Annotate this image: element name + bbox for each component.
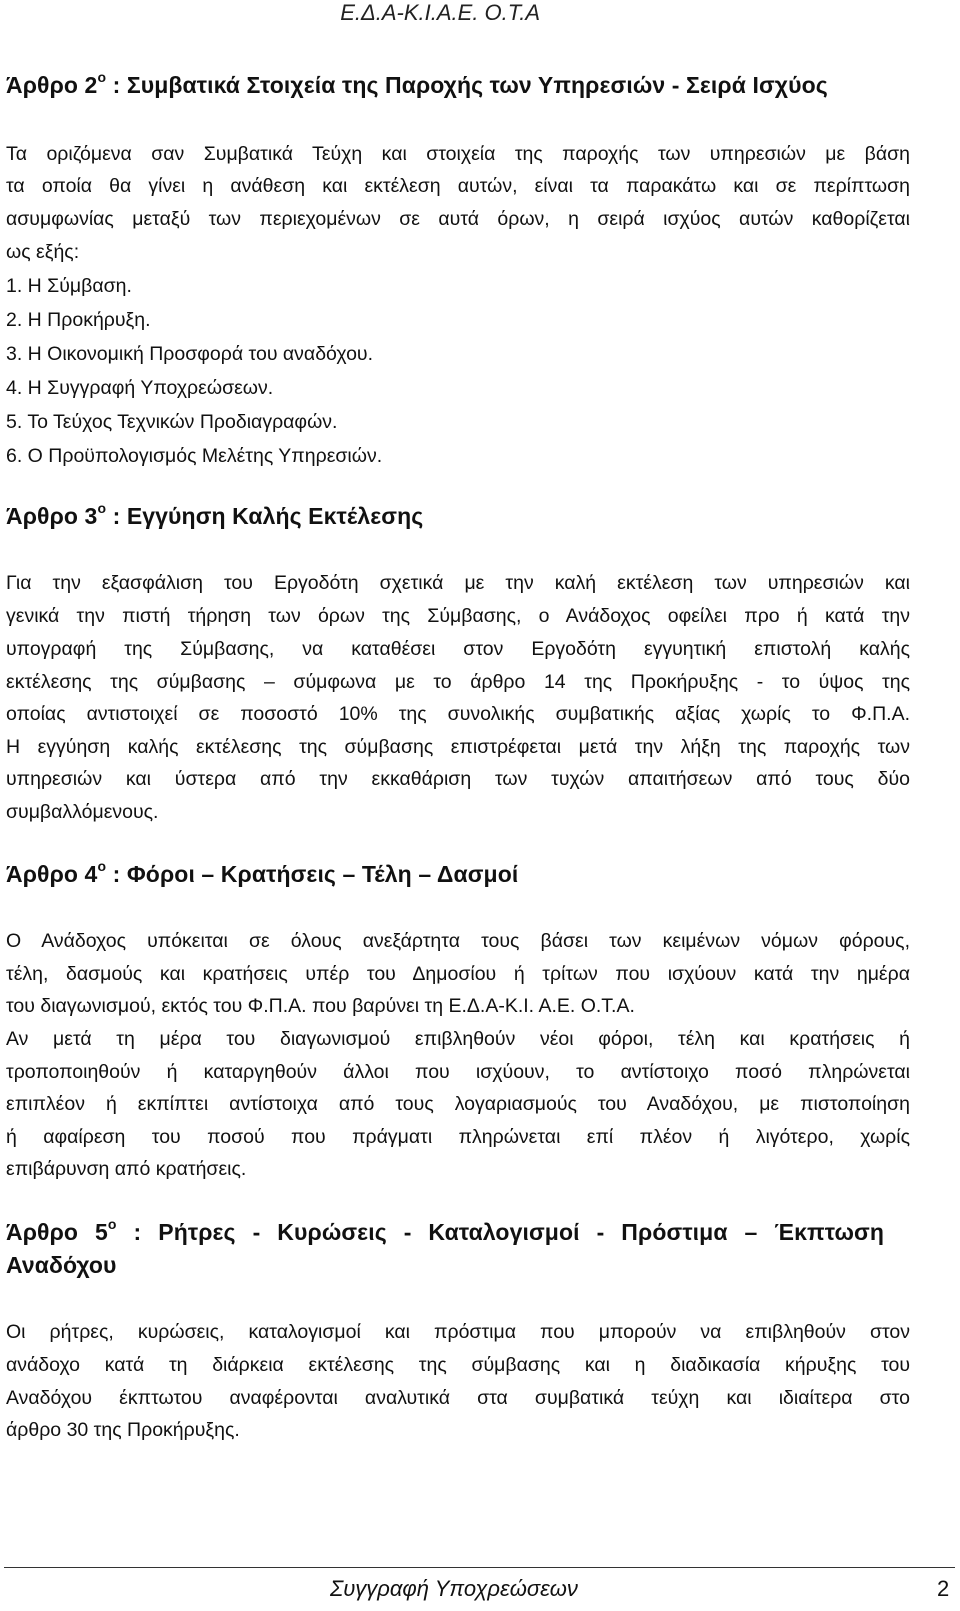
article-3-line-7: υπηρεσιών και ύστερα από την εκκαθάριση των τυχών απαιτήσεων από τους δύο xyxy=(6,768,910,790)
article-5-line-2: ανάδοχο κατά τη διάρκεια εκτέλεσης της σύμβασης και η διαδικασία κήρυξης του xyxy=(6,1354,910,1376)
article-4-line-2: τέλη, δασμούς και κρατήσεις υπέρ του Δημοσίου ή τρίτων που ισχύουν κατά την ημέρα xyxy=(6,963,910,985)
article-4-line-5: τροποποιηθούν ή καταργηθούν άλλοι που ισχύουν, το αντίστοιχο ποσό πληρώνεται xyxy=(6,1061,910,1083)
article-5-line-1: Οι ρήτρες, κυρώσεις, καταλογισμοί και πρόστιμα που μπορούν να επιβληθούν στον xyxy=(6,1321,910,1343)
list-item: 3. Η Οικονομική Προσφορά του αναδόχου. xyxy=(6,343,374,365)
article-4-line-6: επιπλέον ή εκπίπτει αντίστοιχα από τους λογαριασμούς του Αναδόχου, με πιστοποίηση xyxy=(6,1093,910,1115)
article-4-ordinal: ο xyxy=(97,858,107,875)
article-4-line-4: Αν μετά τη μέρα του διαγωνισμού επιβληθούν νέοι φόροι, τέλη και κρατήσεις ή xyxy=(6,1028,910,1050)
page-number: 2 xyxy=(937,1576,950,1601)
article-4-title: : Φόροι – Κρατήσεις – Τέλη – Δασμοί xyxy=(106,861,519,887)
running-header: Ε.Δ.Α-Κ.Ι.Α.Ε. Ο.Τ.Α xyxy=(340,0,540,25)
article-3-line-3: υπογραφή της Σύμβασης, να καταθέσει στον Εργοδότη εγγυητική επιστολή καλής xyxy=(6,638,910,660)
article-2-line-2: τα οποία θα γίνει η ανάθεση και εκτέλεση αυτών, είναι τα παρακάτω και σε περίπτωση xyxy=(6,175,910,197)
article-3-heading xyxy=(6,500,424,530)
article-5-line-4: άρθρο 30 της Προκήρυξης. xyxy=(6,1419,240,1441)
article-3-line-5: οποίας αντιστοιχεί σε ποσοστό 10% της συνολικής συμβατικής αξίας χωρίς το Φ.Π.Α. xyxy=(6,703,910,725)
list-item: 6. Ο Προϋπολογισμός Μελέτης Υπηρεσιών. xyxy=(6,445,383,467)
article-2-line-4: ως εξής: xyxy=(6,241,80,263)
article-5-heading xyxy=(6,1216,884,1246)
article-2-prefix: Άρθρο 2 xyxy=(6,72,98,98)
article-2-line-3: ασυμφωνίας μεταξύ των περιεχομένων σε αυτά όρων, η σειρά ισχύος αυτών καθορίζεται xyxy=(6,208,910,230)
footer-divider xyxy=(4,1567,955,1568)
article-4-heading xyxy=(6,858,519,888)
footer-title: Συγγραφή Υποχρεώσεων xyxy=(330,1576,578,1601)
article-2-title: : Συμβατικά Στοιχεία της Παροχής των Υπηρεσιών - Σειρά Ισχύος xyxy=(106,72,828,98)
article-4-line-7: ή αφαίρεση του ποσού που πράγματι πληρώνεται επί πλέον ή λιγότερο, χωρίς xyxy=(6,1126,910,1148)
article-3-line-2: γενικά την πιστή τήρηση των όρων της Σύμβασης, ο Ανάδοχος οφείλει προ ή κατά την xyxy=(6,605,910,627)
article-4-line-3: του διαγωνισμού, εκτός του Φ.Π.Α. που βαρύνει τη Ε.Δ.Α-Κ.Ι. Α.Ε. Ο.Τ.Α. xyxy=(6,995,635,1017)
article-2-line-1: Τα οριζόμενα σαν Συμβατικά Τεύχη και στοιχεία της παροχής των υπηρεσιών με βάση xyxy=(6,143,910,165)
article-5-prefix: Άρθρο 5 xyxy=(6,1219,108,1245)
article-3-title: : Εγγύηση Καλής Εκτέλεσης xyxy=(106,503,424,529)
article-3-line-6: Η εγγύηση καλής εκτέλεσης της σύμβασης επιστρέφεται μετά την λήξη της παροχής των xyxy=(6,736,910,758)
article-3-prefix: Άρθρο 3 xyxy=(6,503,98,529)
list-item: 4. Η Συγγραφή Υποχρεώσεων. xyxy=(6,377,274,399)
article-5-heading-continued: Αναδόχου xyxy=(6,1252,117,1278)
list-item: 5. Το Τεύχος Τεχνικών Προδιαγραφών. xyxy=(6,411,338,433)
article-3-line-4: εκτέλεσης της σύμβασης – σύμφωνα με το άρθρο 14 της Προκήρυξης - το ύψος της xyxy=(6,671,910,693)
list-item: 1. Η Σύμβαση. xyxy=(6,275,132,297)
article-4-prefix: Άρθρο 4 xyxy=(6,861,98,887)
article-5-ordinal: ο xyxy=(107,1216,117,1233)
article-2-ordinal: ο xyxy=(97,69,107,86)
article-2-heading xyxy=(6,69,828,99)
list-item: 2. Η Προκήρυξη. xyxy=(6,309,151,331)
article-4-line-1: Ο Ανάδοχος υπόκειται σε όλους ανεξάρτητα τους βάσει των κειμένων νόμων φόρους, xyxy=(6,930,910,952)
article-5-line-3: Αναδόχου έκπτωτου αναφέρονται αναλυτικά στα συμβατικά τεύχη και ιδιαίτερα στο xyxy=(6,1387,910,1409)
article-3-line-1: Για την εξασφάλιση του Εργοδότη σχετικά με την καλή εκτέλεση των υπηρεσιών και xyxy=(6,572,910,594)
article-3-ordinal: ο xyxy=(97,500,107,517)
article-5-title: : Ρήτρες - Κυρώσεις - Καταλογισμοί - Πρόστιμα – Έκπτωση xyxy=(116,1219,884,1245)
article-3-line-8: συμβαλλόμενους. xyxy=(6,801,159,823)
article-4-line-8: επιβάρυνση από κρατήσεις. xyxy=(6,1158,247,1180)
